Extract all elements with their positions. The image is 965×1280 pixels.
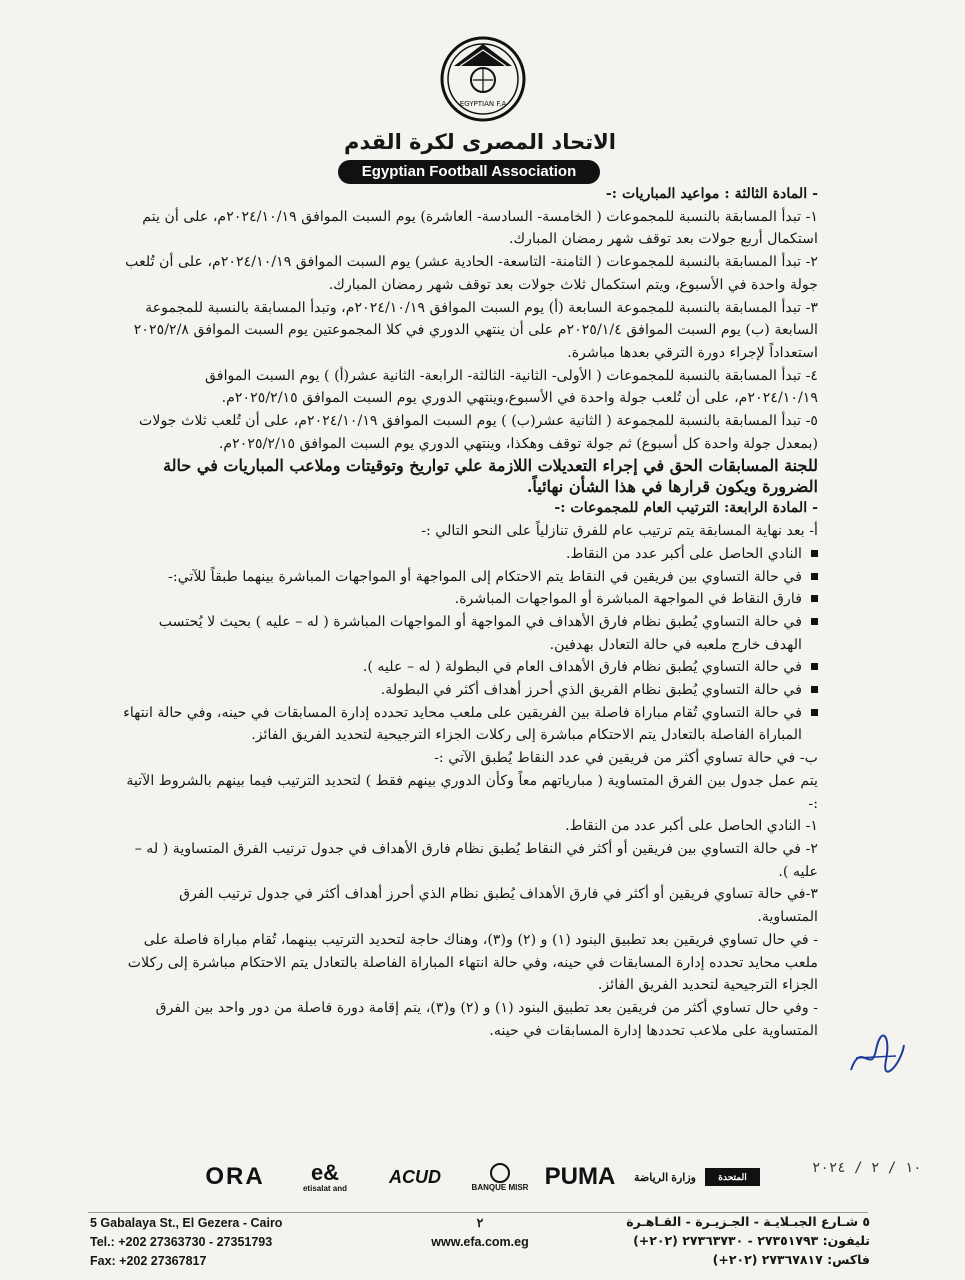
- committee-note: للجنة المسابقات الحق في إجراء التعديلات اللازمة علي تواريخ وتوقيتات وملاعب المباريات في حالة الضرورة ويكون قرارها في هذا الشأن نهائياً.: [163, 456, 818, 497]
- list-item: في حالة التساوي يُطبق نظام فارق الأهداف العام في البطولة ( له – عليه ).: [118, 656, 802, 679]
- article4-a-bullets: [118, 543, 818, 747]
- article4-b-item: - في حال تساوي فريقين بعد تطبيق البنود (١) و (٢) و(٣)، وهناك حاجة لتحديد الترتيب بينهما، تُقام مباراة فاصلة على ملعب محايد تحدده إدارة المسابقات في حينه، وفي حالة انتهاء المباراة الفاصلة بالتعادل يتم الاحتكام مباشرة إلى ركلات الجزاء الترجيحية لتحديد الفريق الفائز.: [127, 931, 818, 994]
- list-item: النادي الحاصل على أكبر عدد من النقاط.: [118, 543, 802, 566]
- article4-b-item: ٢- في حالة التساوي بين فريقين أو أكثر في النقاط يُطبق نظام فارق الأهداف في جدول ترتيب الفرق المتساوية ( له – عليه ).: [134, 840, 818, 880]
- tel-ar: تليفون: ٢٧٣٥١٧٩٣ - ٢٧٣٦٣٧٣٠ (٢٠٢+): [633, 1233, 870, 1248]
- list-item: فارق النقاط في المواجهة المباشرة أو المواجهات المباشرة.: [118, 588, 802, 611]
- article4-b-item: ١- النادي الحاصل على أكبر عدد من النقاط.: [565, 818, 818, 835]
- sponsor-strip: [200, 1160, 760, 1194]
- list-item: في حالة التساوي تُقام مباراة فاصلة بين الفريقين على ملعب محايد تحدده إدارة المسابقات في حينه، وفي حالة انتهاء المباراة الفاصلة بالتعادل يتم الاحتكام مباشرة إلى ركلات الجزاء الترجيحية لتحديد الفريق الفائز.: [118, 702, 802, 747]
- article3-item: ٥- تبدأ المسابقة بالنسبة للمجموعة ( الثانية عشر(ب) ) يوم السبت الموافق ٢٠٢٤/١٠/١٩م، على أن تُلعب ثلاث جولات (بمعدل جولة واحدة كل أسبوع) ثم جولة توقف وهكذا، وينتهي الدوري يوم السبت الموافق ٢٠٢٥/٢/١٥م.: [139, 413, 818, 452]
- document-body: [118, 183, 818, 1042]
- article3-item: ١- تبدأ المسابقة بالنسبة للمجموعات ( الخامسة- السادسة- العاشرة) يوم السبت الموافق ٢٠٢٤/١٠/١٩م، على أن يتم استكمال أربع جولات بعد توقف شهر رمضان المبارك.: [142, 208, 818, 248]
- article4-b-item: - وفي حال تساوي أكثر من فريقين بعد تطبيق البنود (١) و (٢) و(٣)، يتم إقامة دورة فاصلة من دور واحد بين الفرق المتساوية على ملاعب تحددها إدارة المسابقات في حينه.: [155, 999, 818, 1039]
- ora-logo: ORA: [205, 1163, 265, 1190]
- article4-b-intro: ب- في حالة تساوي أكثر من فريقين في عدد النقاط يُطبق الآتي :-: [434, 750, 818, 767]
- list-item: في حالة التساوي يُطبق نظام الفريق الذي أحرز أهداف أكثر في البطولة.: [118, 679, 802, 702]
- address-en: 5 Gabalaya St., El Gezera - Cairo: [90, 1216, 283, 1230]
- svg-text:EGYPTIAN F.A: EGYPTIAN F.A: [459, 100, 507, 108]
- page-number: ٢: [476, 1216, 484, 1230]
- article3-item: ٤- تبدأ المسابقة بالنسبة للمجموعات ( الأولى- الثانية- الثالثة- الرابعة- الثانية عشر(أ) ) يوم السبت الموافق ٢٠٢٤/١٠/١٩م، على أن تُلعب جولة واحدة في الأسبوع،وينتهي الدوري يوم السبت الموافق ٢٠٢٥/٢/١٥م.: [204, 367, 818, 407]
- article3-heading: - المادة الثالثة : مواعيد المباريات :-: [605, 186, 818, 202]
- efa-logo: [440, 36, 526, 122]
- list-item: في حالة التساوي يُطبق نظام فارق الأهداف في المواجهة أو المواجهات المباشرة ( له – عليه ) بحيث لا يُحتسب الهدف خارج ملعبه في حالة التعادل بهدفين.: [118, 611, 802, 656]
- ministry-logo: وزارة الرياضة: [634, 1171, 696, 1184]
- article4-heading: - المادة الرابعة: الترتيب العام للمجموعات :-: [554, 500, 818, 517]
- article4-b-item: ٣-في حالة تساوي فريقين أو أكثر في فارق الأهداف يُطبق نظام الذي أحرز أهداف أكثر في جدول ترتيب الفرق المتساوية.: [179, 886, 818, 926]
- footer-center: [400, 1214, 560, 1252]
- banque-misr-logo: BANQUE MISR: [470, 1160, 530, 1194]
- article3-item: ٢- تبدأ المسابقة بالنسبة للمجموعات ( الثامنة- التاسعة- الحادية عشر) يوم السبت الموافق ٢٠٢٤/١٠/١٩م، على أن تُلعب جولة واحدة في الأسبوع، ويتم استكمال ثلاث جولات بعد توقف شهر رمضان المبارك.: [125, 254, 818, 293]
- puma-logo: PUMA: [544, 1163, 616, 1190]
- website-link[interactable]: www.efa.com.eg: [431, 1235, 529, 1249]
- fax-ar: فاكس: ٢٧٣٦٧٨١٧ (٢٠٢+): [712, 1252, 870, 1267]
- fax-en: Fax: +202 27367817: [90, 1254, 207, 1268]
- etisalat-logo: e& etisalat and: [302, 1159, 347, 1193]
- article4-a-intro: أ- بعد نهاية المسابقة يتم ترتيب عام للفرق تنازلياً على النحو التالي :-: [421, 523, 818, 540]
- footer-contact-ar: [600, 1212, 870, 1269]
- footer-contact-en: [90, 1214, 350, 1271]
- signature: [846, 1030, 906, 1080]
- address-ar: ٥ شـارع الجبـلايـة - الجـزيـرة - القـاهـرة: [626, 1214, 870, 1229]
- tel-en: Tel.: +202 27363730 - 27351793: [90, 1235, 273, 1249]
- acud-logo: ACUD: [389, 1166, 441, 1187]
- article4-b-text: يتم عمل جدول بين الفرق المتساوية ( مبارياتهم معاً وكأن الدوري بينهم فقط ) لتحديد الترتيب فيما بينهم بالشروط الآتية :-: [126, 772, 818, 812]
- almotahida-logo: المتحدة: [705, 1168, 760, 1186]
- article3-item: ٣- تبدأ المسابقة بالنسبة للمجموعة السابعة (أ) يوم السبت الموافق ٢٠٢٤/١٠/١٩م، وتبدأ المسابقة بالنسبة للمجموعة السابعة (ب) يوم السبت الموافق ٢٠٢٥/١/٤م على أن ينتهي الدوري في كلا المجموعتين يوم السبت الموافق ٢٠٢٥/٢/٨ استعداداً لإجراء دورة الترقي بعدها مباشرة.: [133, 299, 818, 361]
- org-name-ar: الاتحاد المصرى لكرة القدم: [344, 130, 616, 154]
- handwritten-date: ١٠ / ٢ / ٢٠٢٤: [812, 1160, 922, 1176]
- list-item: في حالة التساوي بين فريقين في النقاط يتم الاحتكام إلى المواجهة أو المواجهات المباشرة بينهما طبقاً للآتي:-: [118, 566, 802, 589]
- org-name-en: Egyptian Football Association: [338, 160, 600, 184]
